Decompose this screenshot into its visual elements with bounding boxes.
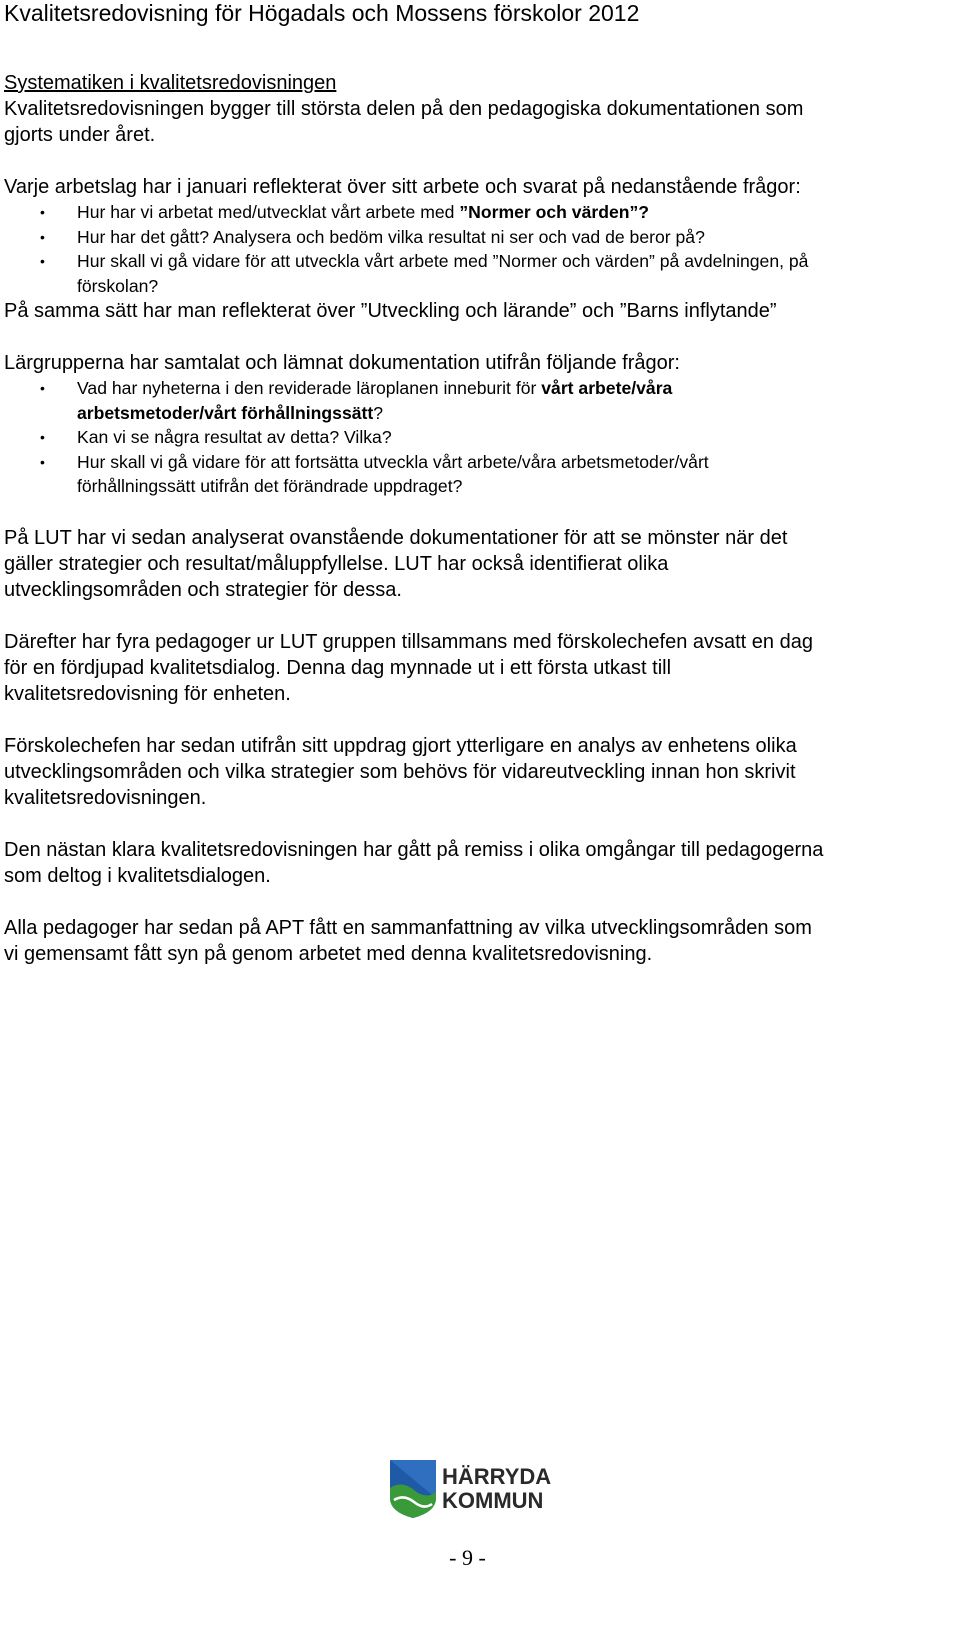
- arbetslag-question-list: [4, 200, 954, 298]
- list-item: • Hur har vi arbetat med/utvecklat vårt arbete med ”Normer och värden”?: [4, 200, 954, 225]
- logo-line-2: KOMMUN: [442, 1488, 544, 1513]
- harryda-kommun-logo: [390, 1458, 560, 1518]
- list-item: • Hur skall vi gå vidare för att utveckla vårt arbete med ”Normer och värden” på avdelningen, på förskolan?: [4, 249, 954, 298]
- remiss-paragraph: Den nästan klara kvalitetsredovisningen har gått på remiss i olika omgångar till pedagogerna som deltog i kvalitetsdialogen.: [4, 838, 824, 887]
- section-heading: Systematiken i kvalitetsredovisningen: [4, 72, 337, 94]
- forskolechefen-paragraph: Förskolechefen har sedan utifrån sitt uppdrag gjort ytterligare en analys av enhetens olika utvecklingsområden och vilka strategier som behövs för vidareutveckling innan hon skrivit kvalitetsredovisningen.: [4, 734, 797, 809]
- list-item: • Hur skall vi gå vidare för att fortsätta utveckla vårt arbete/våra arbetsmetoder/vårt förhållningssätt utifrån det förändrade uppdraget?: [4, 450, 954, 499]
- harryda-kommun-shield-icon: [390, 1458, 560, 1518]
- main-content: [4, 70, 954, 967]
- logo-line-1: HÄRRYDA: [442, 1464, 552, 1489]
- list-item: • Vad har nyheterna i den reviderade läroplanen inneburit för vårt arbete/våra arbetsmetoder/vårt förhållningssätt?: [4, 376, 954, 425]
- arbetslag-intro: Varje arbetslag har i januari reflekterat över sitt arbete och svarat på nedanstående frågor:: [4, 176, 801, 198]
- darefter-paragraph: Därefter har fyra pedagoger ur LUT gruppen tillsammans med förskolechefen avsatt en dag för en fördjupad kvalitetsdialog. Denna dag mynnade ut i ett första utkast till kvalitetsredovisning för enheten.: [4, 630, 813, 705]
- list-item: • Kan vi se några resultat av detta? Vilka?: [4, 425, 954, 450]
- intro-line-2: gjorts under året.: [4, 124, 156, 146]
- apt-paragraph: Alla pedagoger har sedan på APT fått en sammanfattning av vilka utvecklingsområden som vi gemensamt fått syn på genom arbetet med denna kvalitetsredovisning.: [4, 916, 812, 965]
- page-number: - 9 -: [449, 1545, 486, 1570]
- page-header-title: Kvalitetsredovisning för Högadals och Mossens förskolor 2012: [4, 0, 640, 26]
- largrupp-question-list: [4, 376, 954, 499]
- largrupp-intro: Lärgrupperna har samtalat och lämnat dokumentation utifrån följande frågor:: [4, 352, 680, 374]
- same-way-paragraph: På samma sätt har man reflekterat över ”Utveckling och lärande” och ”Barns inflytande”: [4, 300, 777, 322]
- list-item: • Hur har det gått? Analysera och bedöm vilka resultat ni ser och vad de beror på?: [4, 225, 954, 250]
- lut-paragraph: På LUT har vi sedan analyserat ovanstående dokumentationer för att se mönster när det gäller strategier och resultat/måluppfyllelse. LUT har också identifierat olika utvecklingsområden och strategier för dessa.: [4, 526, 788, 601]
- intro-line-1: Kvalitetsredovisningen bygger till största delen på den pedagogiska dokumentationen som: [4, 98, 804, 120]
